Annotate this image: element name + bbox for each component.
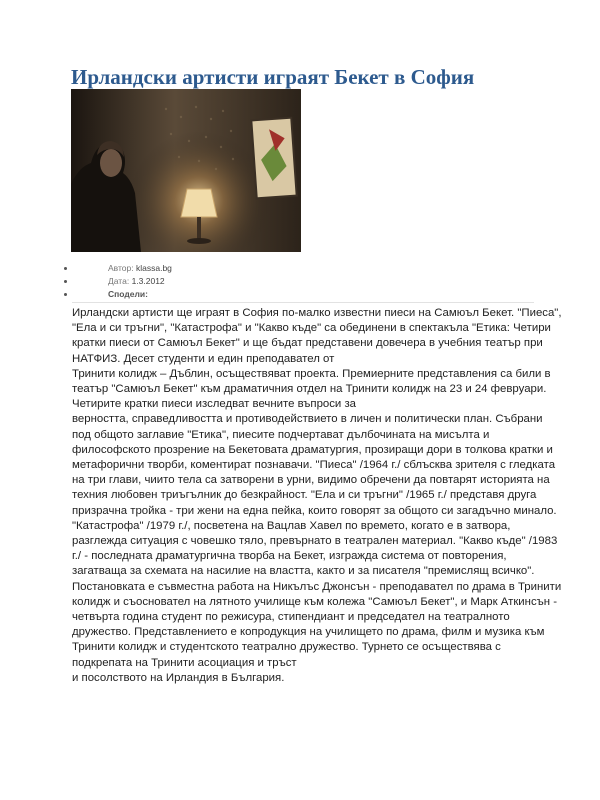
divider <box>72 302 534 303</box>
article-photo <box>71 89 301 252</box>
article-line: загатваща за схемата на насилие на властта, както и за писателя "премислящ всичко". <box>72 565 535 578</box>
article-line: театър "Самюъл Бекет" към драматичния отдел на Тринити колидж на 23 и 24 февруари. <box>72 383 547 396</box>
date-label: Дата: <box>108 276 130 286</box>
share-label: Сподели: <box>108 289 148 299</box>
article-body <box>72 306 562 686</box>
meta-share <box>0 288 172 301</box>
author-value: klassa.bg <box>136 263 172 273</box>
article-line: Ирландски артисти ще играят в София по-малко известни пиеси на Самюъл Бекет. "Пиеса", <box>72 307 562 319</box>
article-line: кратки пиеси от Самюъл Бекет" и ще бъдат представени довечера в учебния театър при <box>72 337 543 350</box>
bullet-icon <box>64 293 67 296</box>
article-line: дружество. Представлението е копродукция на училището по драма, филм и музика към <box>72 626 545 639</box>
article-line: Тринити колидж – Дъблин, осъществяват проекта. Премиерните представления са били в <box>72 367 551 380</box>
article-line: метафорични творби, коментират познавачи. "Пиеса" /1964 г./ сблъсква зрителя с гледката <box>72 459 556 472</box>
article-line: на три глави, чиито тела са затворени в урни, видимо обречени да повтарят историята на <box>72 474 550 487</box>
article-line: под общото заглавие "Етика", пиесите подчертават дълбочината на мисълта и <box>72 428 490 441</box>
article-line: "Катастрофа" /1979 г./, посветена на Вацлав Хавел по времето, когато е в затвора, <box>72 519 511 532</box>
article-line: верността, справедливостта и противодействието в личен и политически план. Събрани <box>72 413 543 426</box>
article-line: Четирите кратки пиеси изследват вечните въпроси за <box>72 398 357 411</box>
article-line: философското прозрение на Бекетовата драматургия, прозиращи дори в толкова кратки и <box>72 443 553 456</box>
article-meta-list <box>0 262 172 301</box>
article-title: Ирландски артисти играят Бекет в София <box>71 65 475 89</box>
article-line: разглежда ситуация с човешко тяло, превърнато в театрален материал. "Какво къде" /1983 <box>72 535 558 548</box>
meta-author <box>0 262 172 275</box>
article-line: г./ - последната драматургична творба на Бекет, изгражда система от повторения, <box>72 550 507 563</box>
meta-date <box>0 275 172 288</box>
article-line: НАТФИЗ. Десет студенти и един преподавател от <box>72 352 335 365</box>
article-line: Тринити колидж и студентското театрално дружество. Турнето се осъществява с <box>72 641 501 654</box>
article-line: Постановката е съвместна работа на Никълъс Джонсън - преподавател по драма в Тринити <box>72 580 562 593</box>
article-line: "Ела и си тръгни", "Катастрофа" и "Какво къде" са обединени в спектакъла "Етика: Четири <box>72 322 551 335</box>
bullet-icon <box>64 280 67 283</box>
author-label: Автор: <box>108 263 134 273</box>
article-line: четвърта година студент по режисура, стипендиант и председател на театралното <box>72 611 510 624</box>
article-line: колидж и съосновател на лятното училище към колежа "Самюъл Бекет", и Марк Аткинсън - <box>72 595 558 608</box>
article-line: и посолството на Ирландия в България. <box>72 671 285 684</box>
article-line: подкрепата на Тринити асоциация и тръст <box>72 656 297 669</box>
article-line: техния любовен триъгълник до безкрайност. "Ела и си тръгни" /1965 г./ представя друга <box>72 489 537 502</box>
article-line: призрачна тройка - три жени на една пейка, които говорят за общото си загадъчно минало. <box>72 504 557 517</box>
date-value: 1.3.2012 <box>131 276 165 286</box>
bullet-icon <box>64 267 67 270</box>
